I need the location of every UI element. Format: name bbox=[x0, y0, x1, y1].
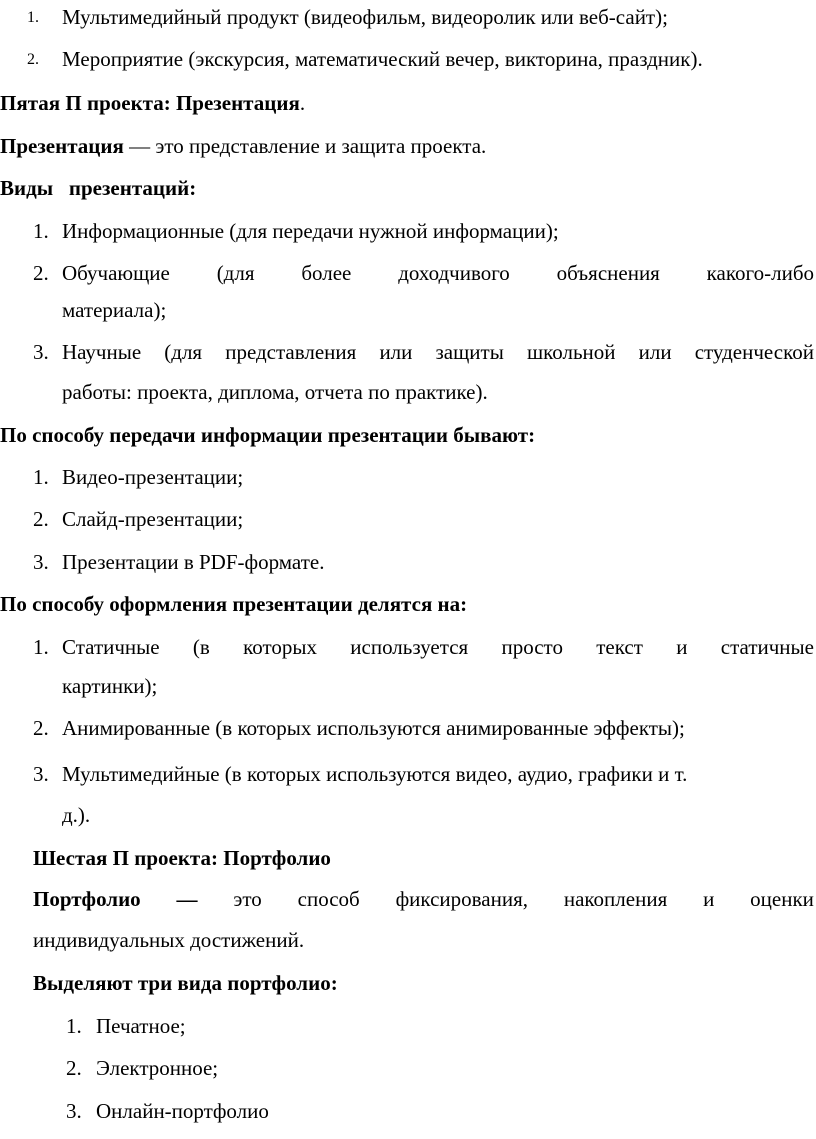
word: фиксирования, bbox=[395, 887, 529, 911]
word: используется bbox=[350, 635, 469, 659]
word: и bbox=[676, 635, 688, 659]
word: защиты bbox=[435, 340, 504, 364]
list-item-continuation: картинки); bbox=[62, 674, 158, 698]
word: доходчивого bbox=[398, 261, 510, 285]
list-item-continuation: работы: проекта, диплома, отчета по практике). bbox=[62, 380, 488, 404]
list-number: 2. bbox=[33, 716, 49, 740]
word: текст bbox=[596, 635, 643, 659]
word: объяснения bbox=[556, 261, 660, 285]
list-number: 3. bbox=[33, 762, 49, 786]
word: — bbox=[176, 887, 198, 911]
word: Статичные bbox=[62, 635, 160, 659]
fifth-heading-bold: Пятая П проекта: Презентация bbox=[0, 91, 300, 115]
sixth-heading: Шестая П проекта: Портфолио bbox=[33, 846, 331, 870]
portfolio-definition-line bbox=[33, 889, 814, 910]
list-item: Информационные (для передачи нужной информации); bbox=[62, 219, 559, 243]
list-item: Печатное; bbox=[96, 1014, 186, 1038]
list-number: 1. bbox=[33, 635, 49, 659]
list-item-line bbox=[62, 342, 814, 363]
word: представления bbox=[225, 340, 357, 364]
list-item: Мероприятие (экскурсия, математический вечер, викторина, праздник). bbox=[62, 47, 703, 71]
list-number: 3. bbox=[33, 550, 49, 574]
list-item: Мультимедийный продукт (видеофильм, видеоролик или веб-сайт); bbox=[62, 5, 668, 29]
portfolio-definition-continuation: индивидуальных достижений. bbox=[33, 928, 305, 952]
list-number: 1. bbox=[66, 1014, 82, 1038]
word: и bbox=[703, 887, 715, 911]
list-item-continuation: д.). bbox=[62, 803, 91, 827]
design-heading: По способу оформления презентации делятся на: bbox=[0, 592, 468, 616]
list-number: 2. bbox=[66, 1056, 82, 1080]
presentation-definition-text: — это представление и защита проекта. bbox=[123, 134, 487, 158]
list-item: Слайд-презентации; bbox=[62, 507, 244, 531]
list-number: 1. bbox=[33, 465, 49, 489]
fifth-heading bbox=[0, 93, 305, 114]
word: (в bbox=[192, 635, 210, 659]
word: просто bbox=[501, 635, 563, 659]
portfolio-term: Портфолио bbox=[33, 887, 141, 911]
word: это bbox=[233, 887, 262, 911]
list-item-continuation: материала); bbox=[62, 298, 167, 322]
word: Обучающие bbox=[62, 261, 170, 285]
list-item-line bbox=[62, 263, 814, 284]
word: (для bbox=[164, 340, 203, 364]
word: студенческой bbox=[694, 340, 814, 364]
portfolio-heading: Выделяют три вида портфолио: bbox=[33, 971, 338, 995]
word: какого-либо bbox=[706, 261, 814, 285]
list-item: Презентации в PDF-формате. bbox=[62, 550, 325, 574]
list-number: 3. bbox=[66, 1099, 82, 1123]
presentation-definition bbox=[0, 136, 486, 157]
fifth-heading-tail: . bbox=[299, 91, 306, 115]
presentation-term: Презентация bbox=[0, 134, 124, 158]
types-heading: Виды презентаций: bbox=[0, 176, 197, 200]
word: или bbox=[379, 340, 413, 364]
word: оценки bbox=[750, 887, 814, 911]
list-item: Видео-презентации; bbox=[62, 465, 244, 489]
word: накопления bbox=[563, 887, 668, 911]
word: более bbox=[301, 261, 352, 285]
list-item-line bbox=[62, 637, 814, 658]
word: школьной bbox=[526, 340, 616, 364]
list-number: 2. bbox=[27, 51, 39, 68]
word: или bbox=[638, 340, 672, 364]
list-number: 3. bbox=[33, 340, 49, 364]
list-number: 2. bbox=[33, 261, 49, 285]
list-item: Мультимедийные (в которых используются видео, аудио, графики и т. bbox=[62, 762, 688, 786]
transfer-heading: По способу передачи информации презентации бывают: bbox=[0, 423, 536, 447]
word: статичные bbox=[720, 635, 814, 659]
list-item: Онлайн-портфолио bbox=[96, 1099, 269, 1123]
list-number: 1. bbox=[33, 219, 49, 243]
list-item: Электронное; bbox=[96, 1056, 219, 1080]
list-number: 2. bbox=[33, 507, 49, 531]
word: Научные bbox=[62, 340, 142, 364]
word: которых bbox=[243, 635, 317, 659]
word: (для bbox=[216, 261, 255, 285]
word: способ bbox=[297, 887, 360, 911]
list-number: 1. bbox=[27, 9, 39, 26]
list-item: Анимированные (в которых используются анимированные эффекты); bbox=[62, 716, 685, 740]
